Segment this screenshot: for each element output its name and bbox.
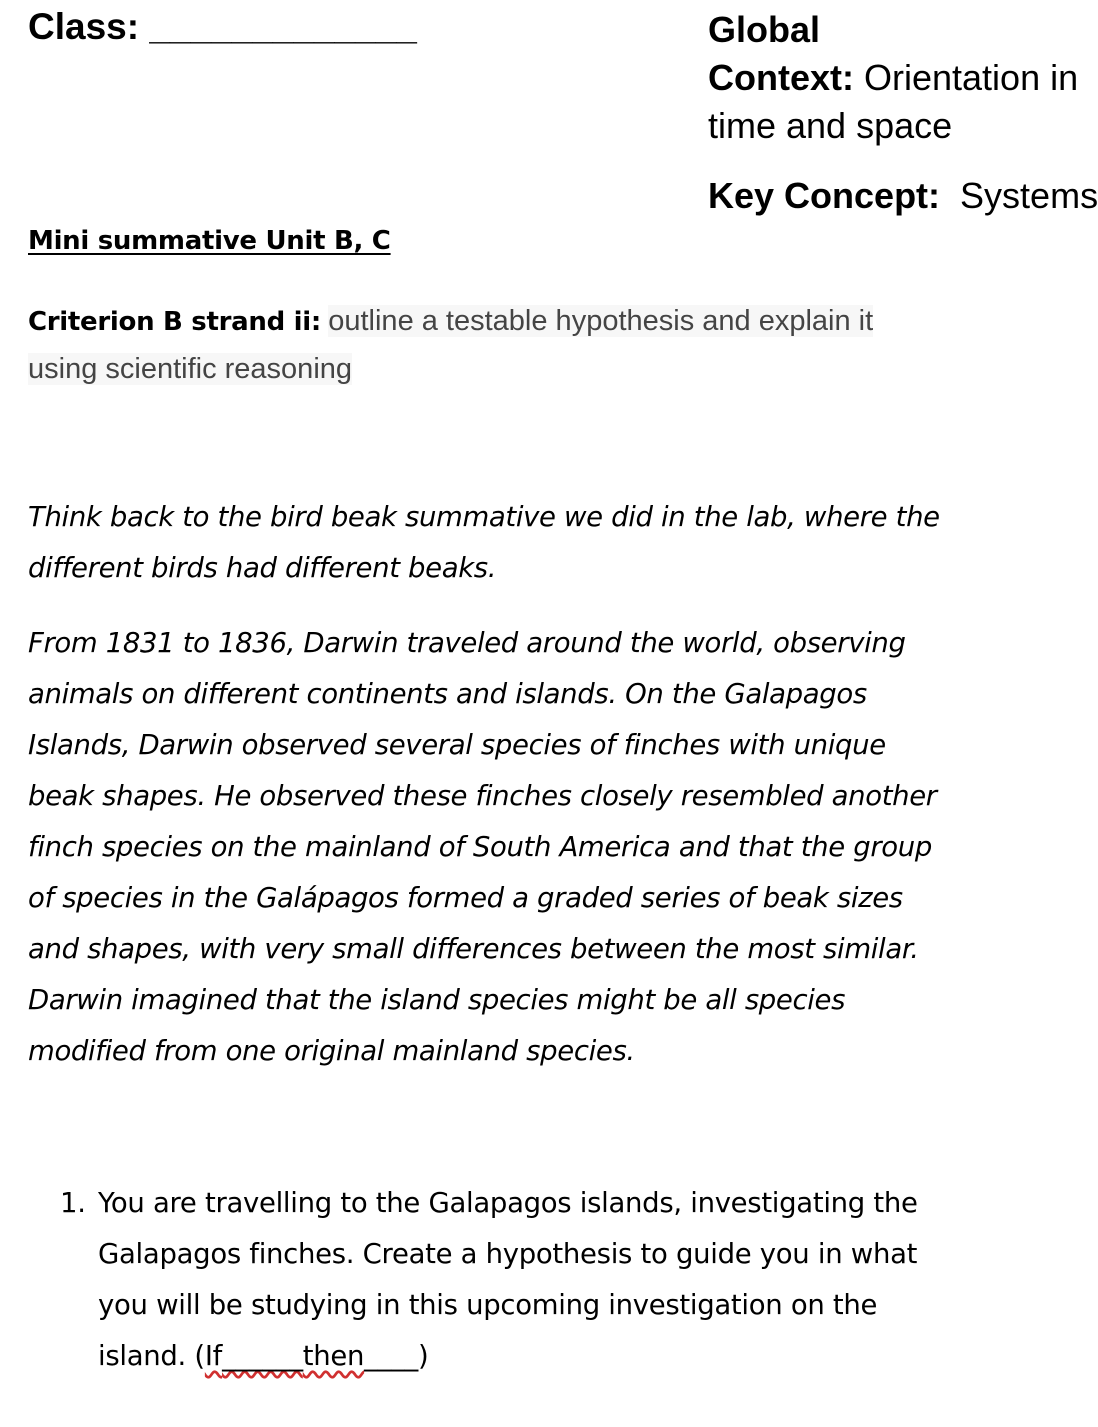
criterion-description-line1: outline a testable hypothesis and explain it <box>328 305 874 337</box>
darwin-paragraph: From 1831 to 1836, Darwin traveled around the world, observing animals on different continents and islands. On the Galapagos Islands, Darwin observed several species of finches with unique beak shapes. He observed these finches closely resembled another finch species on the mainland of South America and that the group of species in the Galápagos formed a graded series of beak sizes and shapes, with very small differences between the most similar. Darwin imagined that the island species might be all species modified from one original mainland species. <box>28 627 937 1067</box>
if-keyword: If <box>204 1340 223 1372</box>
criterion-label: Criterion B strand ii: <box>28 307 321 337</box>
criterion-block <box>28 298 948 393</box>
question-prompt: You are travelling to the Galapagos islands, investigating the Galapagos finches. Create a hypothesis to guide you in what you will be studying in this upcoming investigation on the island. ( <box>98 1187 918 1372</box>
context-continuation: time and space <box>708 105 953 146</box>
if-blank[interactable]: ______ <box>222 1340 303 1372</box>
class-field-label: Class: _____________ <box>28 6 417 47</box>
intro-paragraph: Think back to the bird beak summative we did in the lab, where the different birds had different beaks. <box>28 501 940 584</box>
global-label: Global <box>708 9 821 50</box>
context-value: Orientation in <box>854 57 1079 98</box>
then-blank[interactable]: ____ <box>364 1340 418 1372</box>
context-label: Context: <box>708 57 854 98</box>
page-title: Mini summative Unit B, C <box>28 226 391 256</box>
closing-paren: ) <box>417 1340 429 1372</box>
global-context-block <box>708 6 1079 150</box>
then-keyword: then <box>302 1340 365 1372</box>
question-number: 1. <box>60 1187 86 1219</box>
key-concept-label: Key Concept: <box>708 175 941 216</box>
key-concept <box>708 175 1098 217</box>
question-item <box>60 1178 960 1382</box>
criterion-description-line2: using scientific reasoning <box>28 353 353 385</box>
key-concept-value: Systems <box>960 175 1098 216</box>
question-text <box>98 1178 960 1382</box>
